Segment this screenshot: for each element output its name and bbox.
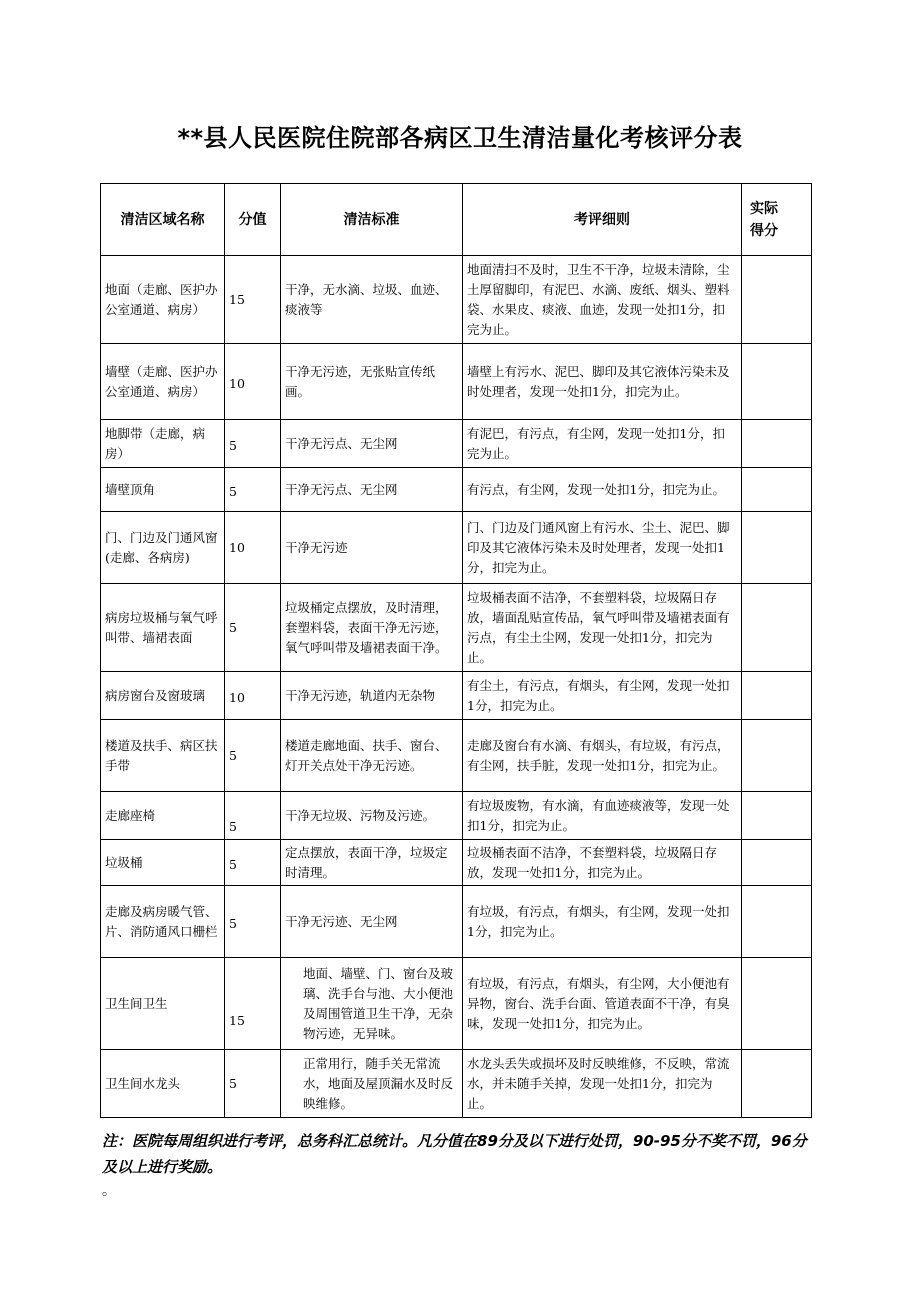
- table-row: [101, 958, 812, 1050]
- score-cell: 10: [225, 512, 281, 584]
- score-cell: 5: [225, 792, 281, 840]
- header-rules: 考评细则: [463, 184, 742, 256]
- header-standard: 清洁标准: [281, 184, 463, 256]
- score-cell: 15: [225, 256, 281, 344]
- rules-cell: 地面清扫不及时，卫生不干净，垃圾未清除，尘土厚留脚印，有泥巴、水滴、废纸、烟头、塑料袋、水果皮、痰液、血迹，发现一处扣1分，扣完为止。: [463, 256, 742, 344]
- table-row: [101, 584, 812, 672]
- trailing-mark: 。: [102, 1183, 116, 1199]
- score-cell: 10: [225, 344, 281, 420]
- table-row: [101, 256, 812, 344]
- header-area: 清洁区域名称: [101, 184, 225, 256]
- standard-cell: 干净无污点、无尘网: [281, 420, 463, 468]
- actual-score-cell[interactable]: [742, 840, 812, 886]
- rules-cell: 门、门边及门通风窗上有污水、尘土、泥巴、脚印及其它液体污染未及时处理者，发现一处扣1分，扣完为止。: [463, 512, 742, 584]
- area-cell: 走廊及病房暖气管、片、消防通风口栅栏: [101, 886, 225, 958]
- area-cell: 楼道及扶手、病区扶手带: [101, 720, 225, 792]
- score-cell: 5: [225, 420, 281, 468]
- area-cell: 门、门边及门通风窗(走廊、各病房): [101, 512, 225, 584]
- area-cell: 病房窗台及窗玻璃: [101, 672, 225, 720]
- actual-score-cell[interactable]: [742, 720, 812, 792]
- score-cell: 5: [225, 840, 281, 886]
- actual-score-cell[interactable]: [742, 584, 812, 672]
- score-cell: 5: [225, 468, 281, 512]
- area-cell: 卫生间卫生: [101, 958, 225, 1050]
- rules-cell: 有污点，有尘网，发现一处扣1分，扣完为止。: [463, 468, 742, 512]
- footnote: 注：医院每周组织进行考评，总务科汇总统计。凡分值在89分及以下进行处罚，90-95分不奖不罚，96分及以上进行奖励。: [102, 1132, 807, 1176]
- score-cell: 15: [225, 958, 281, 1050]
- actual-score-cell[interactable]: [742, 792, 812, 840]
- rules-cell: 有垃圾，有污点，有烟头，有尘网，大小便池有异物，窗台、洗手台面、管道表面不干净，有臭味，发现一处扣1分，扣完为止。: [463, 958, 742, 1050]
- standard-cell: 干净无污迹，无张贴宣传纸画。: [281, 344, 463, 420]
- page-title: **县人民医院住院部各病区卫生清洁量化考核评分表: [177, 124, 743, 152]
- score-cell: 5: [225, 720, 281, 792]
- actual-score-cell[interactable]: [742, 468, 812, 512]
- assessment-table: [100, 183, 812, 1118]
- table-row: [101, 840, 812, 886]
- area-cell: 垃圾桶: [101, 840, 225, 886]
- actual-score-cell[interactable]: [742, 512, 812, 584]
- header-score: 分值: [225, 184, 281, 256]
- score-cell: 5: [225, 886, 281, 958]
- rules-cell: 水龙头丢失或损坏及时反映维修，不反映，常流水，并未随手关掉，发现一处扣1分，扣完为止。: [463, 1050, 742, 1118]
- standard-cell: 正常用行，随手关无常流水，地面及屋顶漏水及时反映维修。: [281, 1050, 463, 1118]
- table-row: [101, 344, 812, 420]
- actual-score-cell[interactable]: [742, 958, 812, 1050]
- area-cell: 卫生间水龙头: [101, 1050, 225, 1118]
- area-cell: 地脚带（走廊，病房）: [101, 420, 225, 468]
- standard-cell: 干净无污迹，轨道内无杂物: [281, 672, 463, 720]
- area-cell: 墙壁顶角: [101, 468, 225, 512]
- rules-cell: 走廊及窗台有水滴、有烟头，有垃圾，有污点，有尘网，扶手脏，发现一处扣1分，扣完为止。: [463, 720, 742, 792]
- header-actual-line2: 得分: [750, 222, 778, 239]
- standard-cell: 垃圾桶定点摆放，及时清理，套塑料袋，表面干净无污迹，氧气呼叫带及墙裙表面干净。: [281, 584, 463, 672]
- table-row: [101, 886, 812, 958]
- score-cell: 5: [225, 1050, 281, 1118]
- header-actual-score: [742, 184, 812, 256]
- actual-score-cell[interactable]: [742, 886, 812, 958]
- table-row: [101, 792, 812, 840]
- rules-cell: 垃圾桶表面不洁净，不套塑料袋，垃圾隔日存放，墙面乱贴宣传品，氧气呼叫带及墙裙表面有污点，有尘土尘网，发现一处扣1分，扣完为止。: [463, 584, 742, 672]
- rules-cell: 有泥巴，有污点，有尘网，发现一处扣1分，扣完为止。: [463, 420, 742, 468]
- table-row: [101, 468, 812, 512]
- standard-cell: 楼道走廊地面、扶手、窗台、灯开关点处干净无污迹。: [281, 720, 463, 792]
- rules-cell: 墙壁上有污水、泥巴、脚印及其它液体污染未及时处理者，发现一处扣1分，扣完为止。: [463, 344, 742, 420]
- standard-cell: 干净无污点、无尘网: [281, 468, 463, 512]
- standard-cell: 干净，无水滴、垃圾、血迹、痰液等: [281, 256, 463, 344]
- area-cell: 走廊座椅: [101, 792, 225, 840]
- score-cell: 5: [225, 584, 281, 672]
- standard-cell: 定点摆放，表面干净，垃圾定时清理。: [281, 840, 463, 886]
- rules-cell: 垃圾桶表面不洁净，不套塑料袋，垃圾隔日存放，发现一处扣1分，扣完为止。: [463, 840, 742, 886]
- standard-cell: 地面、墙壁、门、窗台及玻璃、洗手台与池、大小便池及周围管道卫生干净，无杂物污迹，无异味。: [281, 958, 463, 1050]
- score-cell: 10: [225, 672, 281, 720]
- table-row: [101, 672, 812, 720]
- actual-score-cell[interactable]: [742, 344, 812, 420]
- rules-cell: 有尘土，有污点，有烟头，有尘网，发现一处扣1分，扣完为止。: [463, 672, 742, 720]
- actual-score-cell[interactable]: [742, 672, 812, 720]
- actual-score-cell[interactable]: [742, 1050, 812, 1118]
- rules-cell: 有垃圾废物，有水滴，有血迹痰液等，发现一处扣1分，扣完为止。: [463, 792, 742, 840]
- header-actual-line1: 实际: [750, 200, 778, 217]
- area-cell: 墙壁（走廊、医护办公室通道、病房）: [101, 344, 225, 420]
- rules-cell: 有垃圾，有污点，有烟头，有尘网，发现一处扣1分，扣完为止。: [463, 886, 742, 958]
- table-header-row: [101, 184, 812, 256]
- table-row: [101, 1050, 812, 1118]
- actual-score-cell[interactable]: [742, 256, 812, 344]
- table-row: [101, 720, 812, 792]
- standard-cell: 干净无污迹: [281, 512, 463, 584]
- actual-score-cell[interactable]: [742, 420, 812, 468]
- area-cell: 病房垃圾桶与氧气呼叫带、墙裙表面: [101, 584, 225, 672]
- standard-cell: 干净无污迹、无尘网: [281, 886, 463, 958]
- table-row: [101, 420, 812, 468]
- area-cell: 地面（走廊、医护办公室通道、病房）: [101, 256, 225, 344]
- standard-cell: 干净无垃圾、污物及污迹。: [281, 792, 463, 840]
- table-row: [101, 512, 812, 584]
